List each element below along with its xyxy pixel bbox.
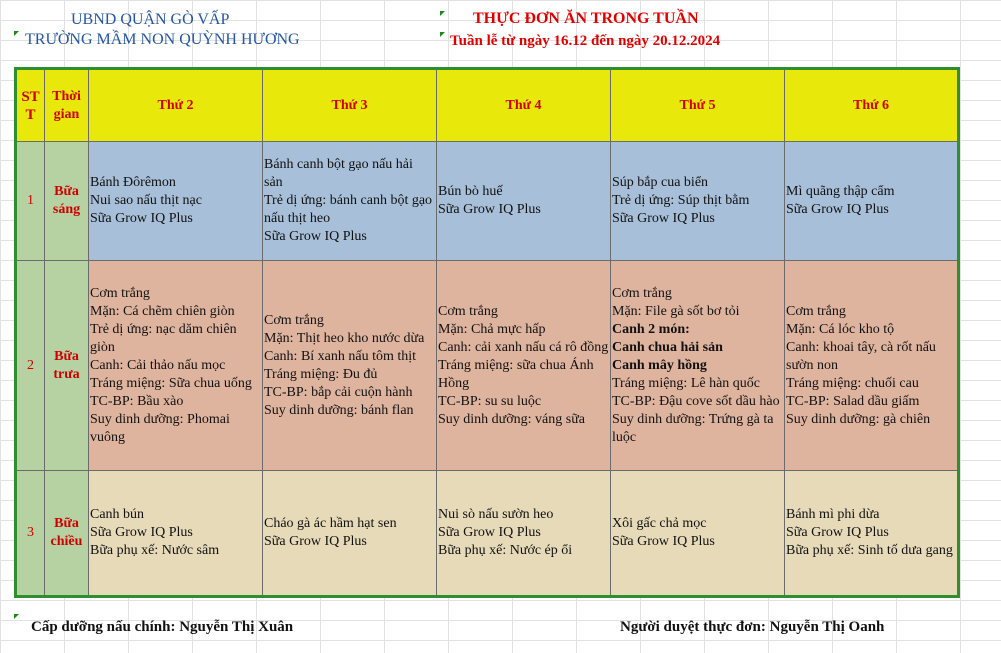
menu-cell[interactable] xyxy=(263,471,437,597)
cell-marker-icon xyxy=(14,614,19,619)
menu-item-line: Cơm trắng xyxy=(438,303,498,319)
menu-item-line: Cơm trắng xyxy=(786,303,846,319)
menu-item-line: Canh mây hồng xyxy=(612,357,707,373)
menu-item-line: Sữa Grow IQ Plus xyxy=(786,525,889,540)
menu-cell[interactable] xyxy=(89,142,263,261)
menu-item-line: Canh: khoai tây, cà rốt nấu sườn non xyxy=(786,339,936,373)
header-row xyxy=(16,69,959,142)
menu-item-line: Bánh mì phi dừa xyxy=(786,507,880,522)
cook-signature: Cấp dưỡng nấu chính: Nguyễn Thị Xuân xyxy=(31,619,294,635)
menu-item-line: Bánh Đôrêmon xyxy=(90,175,176,190)
menu-item-line: Canh: Cải thảo nấu mọc xyxy=(90,357,226,373)
menu-cell[interactable] xyxy=(263,142,437,261)
menu-item-line: Mặn: Chả mực hấp xyxy=(438,321,546,337)
menu-item-line: Mặn: Thịt heo kho nước dừa xyxy=(264,330,425,346)
district-name: UBND QUẬN GÒ VẤP xyxy=(71,11,230,28)
menu-item-line: Sữa Grow IQ Plus xyxy=(264,229,367,244)
menu-item-line: Tráng miệng: chuối cau xyxy=(786,375,919,391)
menu-cell[interactable] xyxy=(785,142,959,261)
menu-item-line: Suy dinh dưỡng: Phomai vuông xyxy=(90,411,230,445)
menu-item-line: Cơm trắng xyxy=(90,285,150,301)
menu-title: THỰC ĐƠN ĂN TRONG TUẦN xyxy=(473,10,699,27)
menu-item-line: Sữa Grow IQ Plus xyxy=(438,525,541,540)
menu-item-line: Tráng miệng: Lê hàn quốc xyxy=(612,375,761,391)
menu-cell[interactable] xyxy=(611,261,785,471)
menu-item-line: Tráng miệng: Đu đủ xyxy=(264,366,378,382)
cell-marker-icon xyxy=(440,11,445,16)
menu-item-line: Xôi gấc chả mọc xyxy=(612,516,707,531)
day-header[interactable]: Thứ 2 xyxy=(89,69,263,142)
menu-item-line: Trẻ dị ứng: bánh canh bột gạo nấu thịt heo xyxy=(264,193,433,226)
menu-cell[interactable] xyxy=(89,261,263,471)
menu-item-line: Súp bắp cua biển xyxy=(612,175,709,190)
menu-item-line: Canh: cải xanh nấu cá rô đồng xyxy=(438,339,609,355)
menu-item-line: Cơm trắng xyxy=(264,312,324,328)
menu-item-line: Bữa phụ xế: Nước sâm xyxy=(90,543,220,558)
menu-item-line: Bữa phụ xế: Sinh tố dưa gang xyxy=(786,543,953,558)
row-number[interactable]: 2 xyxy=(16,261,45,471)
menu-item-line: Tráng miệng: sữa chua Ánh Hồng xyxy=(438,357,594,391)
menu-cell[interactable] xyxy=(263,261,437,471)
cell-marker-icon xyxy=(440,32,445,37)
row-number[interactable]: 3 xyxy=(16,471,45,597)
menu-item-line: Bữa phụ xế: Nước ép ổi xyxy=(438,543,573,558)
menu-item-line: Nui sao nấu thịt nạc xyxy=(90,193,202,208)
menu-item-line: Sữa Grow IQ Plus xyxy=(264,534,367,549)
menu-item-line: Mặn: File gà sốt bơ tỏi xyxy=(612,303,740,319)
school-name: TRƯỜNG MẦM NON QUỲNH HƯƠNG xyxy=(25,31,300,48)
cell-marker-icon xyxy=(14,31,19,36)
menu-item-line: Cơm trắng xyxy=(612,285,672,301)
menu-item-line: TC-BP: bắp cải cuộn hành xyxy=(264,384,413,400)
menu-item-line: Mặn: Cá chẽm chiên giòn xyxy=(90,303,235,319)
menu-item-line: TC-BP: su su luộc xyxy=(438,393,542,409)
menu-item-line: Trẻ dị ứng: Súp thịt bằm xyxy=(612,193,750,208)
col-stt-header[interactable]: ST T xyxy=(16,69,45,142)
day-header[interactable]: Thứ 5 xyxy=(611,69,785,142)
menu-item-line: Canh bún xyxy=(90,507,145,522)
menu-cell[interactable] xyxy=(89,471,263,597)
menu-item-line: Suy dinh dưỡng: váng sữa xyxy=(438,411,586,427)
menu-item-line: TC-BP: Bầu xào xyxy=(90,393,184,409)
day-header[interactable]: Thứ 6 xyxy=(785,69,959,142)
menu-item-line: Suy dinh dưỡng: Trứng gà ta luộc xyxy=(612,411,774,445)
menu-item-line: Trẻ dị ứng: nạc dăm chiên giòn xyxy=(90,321,237,355)
menu-item-line: TC-BP: Salad dầu giấm xyxy=(786,393,920,409)
menu-item-line: Cháo gà ác hầm hạt sen xyxy=(264,516,397,531)
menu-item-line: Sữa Grow IQ Plus xyxy=(612,534,715,549)
menu-item-line: Bánh canh bột gạo nấu hải sản xyxy=(264,157,413,190)
menu-item-line: TC-BP: Đậu cove sốt dầu hào xyxy=(612,393,780,409)
menu-item-line: Sữa Grow IQ Plus xyxy=(90,211,193,226)
menu-cell[interactable] xyxy=(437,261,611,471)
row-number[interactable]: 1 xyxy=(16,142,45,261)
menu-cell[interactable] xyxy=(785,471,959,597)
meal-label[interactable]: Bữa trưa xyxy=(45,261,89,471)
menu-cell[interactable] xyxy=(785,261,959,471)
meal-label[interactable]: Bữa chiều xyxy=(45,471,89,597)
menu-cell[interactable] xyxy=(611,142,785,261)
menu-item-line: Sữa Grow IQ Plus xyxy=(612,211,715,226)
menu-item-line: Sữa Grow IQ Plus xyxy=(786,202,889,217)
menu-table xyxy=(14,67,960,598)
menu-item-line: Mì quãng thập cẩm xyxy=(786,184,895,199)
table-row-lunch xyxy=(16,261,959,471)
menu-cell[interactable] xyxy=(437,142,611,261)
menu-item-line: Nui sò nấu sườn heo xyxy=(438,507,554,522)
day-header[interactable]: Thứ 3 xyxy=(263,69,437,142)
menu-item-line: Mặn: Cá lóc kho tộ xyxy=(786,321,895,337)
col-time-header[interactable]: Thời gian xyxy=(45,69,89,142)
menu-item-line: Canh 2 món: xyxy=(612,321,690,337)
menu-item-line: Suy dinh dưỡng: bánh flan xyxy=(264,402,414,418)
table-row-breakfast xyxy=(16,142,959,261)
day-header[interactable]: Thứ 4 xyxy=(437,69,611,142)
menu-item-line: Tráng miệng: Sữa chua uống xyxy=(90,375,252,391)
menu-item-line: Canh: Bí xanh nấu tôm thịt xyxy=(264,348,417,364)
menu-item-line: Sữa Grow IQ Plus xyxy=(90,525,193,540)
menu-item-line: Bún bò huế xyxy=(438,184,503,199)
meal-label[interactable]: Bữa sáng xyxy=(45,142,89,261)
menu-item-line: Canh chua hải sản xyxy=(612,339,723,355)
approver-signature: Người duyệt thực đơn: Nguyễn Thị Oanh xyxy=(620,619,885,635)
menu-item-line: Suy dinh dưỡng: gà chiên xyxy=(786,411,931,427)
menu-cell[interactable] xyxy=(611,471,785,597)
menu-cell[interactable] xyxy=(437,471,611,597)
week-range: Tuần lễ từ ngày 16.12 đến ngày 20.12.2024 xyxy=(450,33,721,49)
menu-item-line: Sữa Grow IQ Plus xyxy=(438,202,541,217)
table-row-afternoon xyxy=(16,471,959,597)
